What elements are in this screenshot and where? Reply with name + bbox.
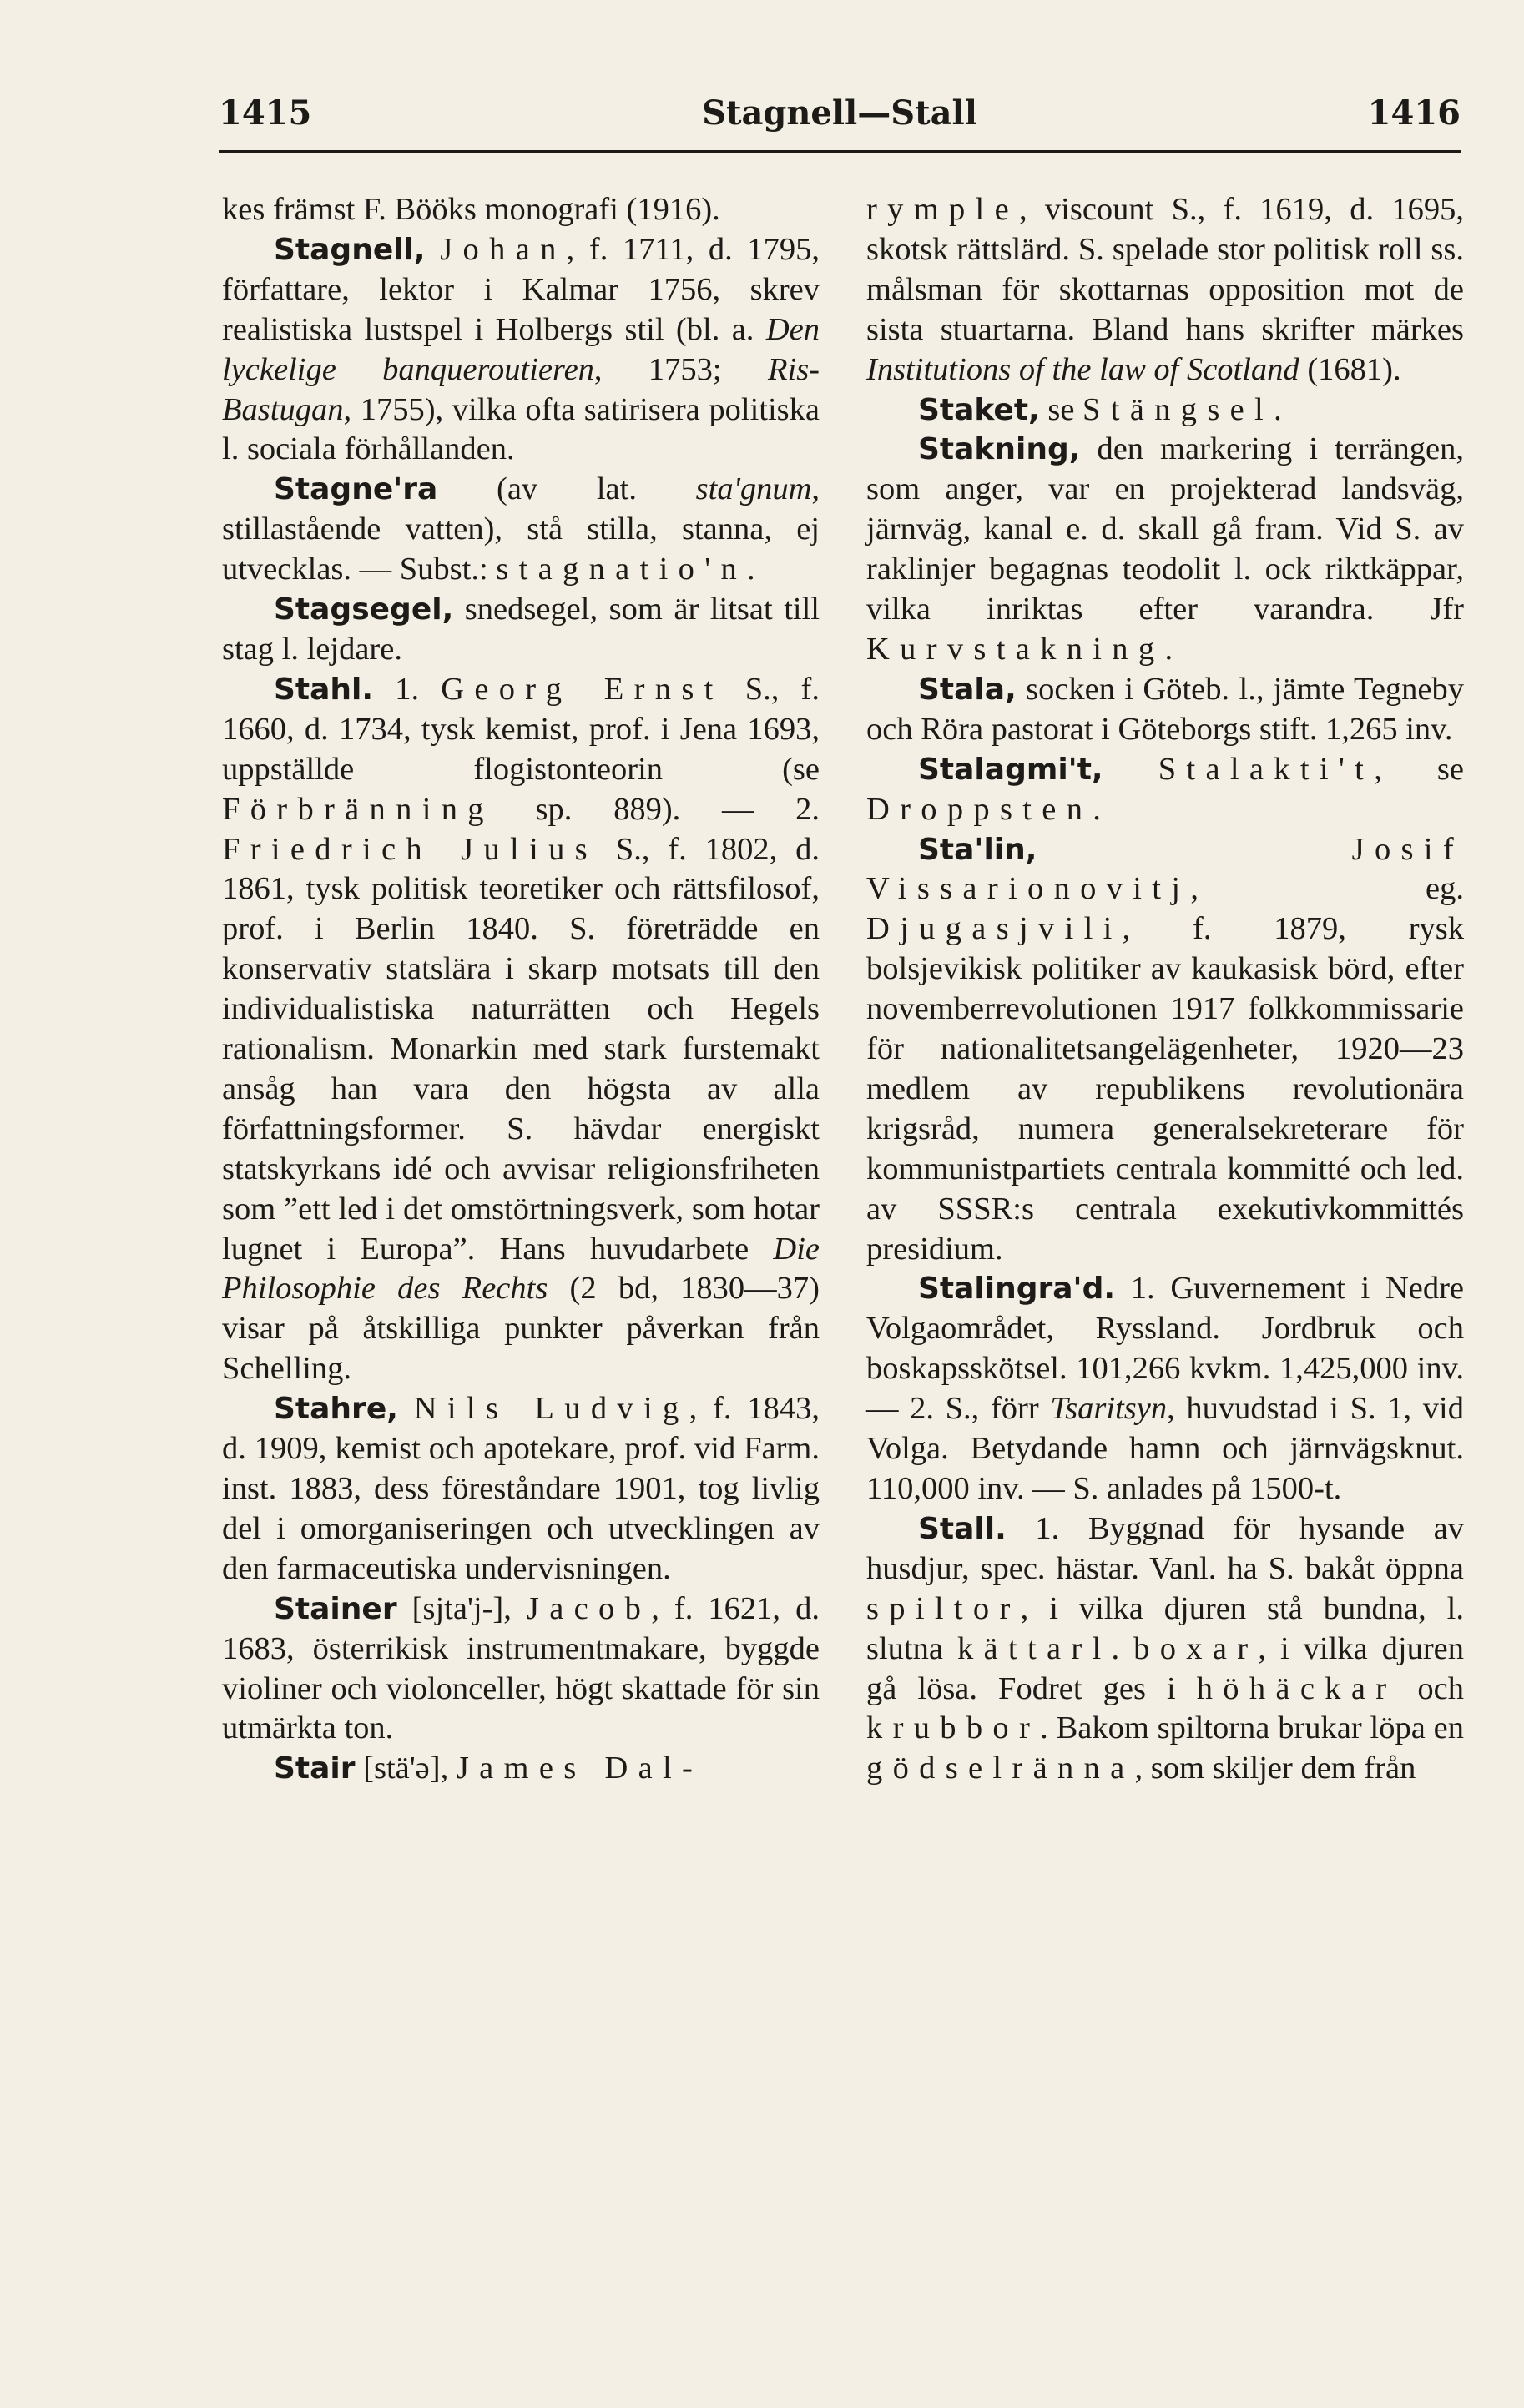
entry-text: 1. [373, 671, 442, 707]
italic-title: Tsaritsyn [1050, 1391, 1168, 1427]
entry-text: , se [1374, 751, 1465, 787]
entry-text: , viscount S., f. 1619, d. 1695, skotsk rättslärd. S. spelade stor politisk roll ss. målsman för skottarnas opposition mot de sista stuartarna. Bland hans skrifter märkes [866, 192, 1464, 347]
entry-headword: Staket, [918, 392, 1040, 427]
entry-text: S., f. 1660, d. 1734, tysk kemist, prof. i Jena 1693, uppställde flogistonteorin (se [222, 671, 820, 787]
entry-text: S., f. 1802, d. 1861, tysk politisk teoretiker och rättsfilosof, prof. i Berlin 1840. S. företrädde en konservativ statslära i skarp motsats till den individualistiska naturrätten och Hegels rationalism. Monarkin med stark furstemakt ansåg han vara den högsta av alla författningsformer. S. hävdar energiskt statskyrkans idé och avvisar religionsfriheten som ”ett led i det omstörtningsverk, som hotar lugnet i Europa”. Hans huvudarbete [222, 831, 820, 1267]
entry-text: och [1396, 1670, 1465, 1706]
dictionary-entry [222, 1589, 820, 1750]
entry-text: . [1111, 1630, 1134, 1666]
entry-text: . [1093, 791, 1101, 827]
entry-headword: Stalingra'd. [918, 1272, 1116, 1307]
italic-title: Die Philosophie des Rechts [222, 1231, 820, 1307]
page-number-right: 1416 [1367, 93, 1461, 133]
spaced-name: krubbor [866, 1710, 1041, 1746]
entry-text: . [1164, 631, 1173, 667]
entry-text: , f. 1843, d. 1909, kemist och apotekare, prof. vid Farm. inst. 1883, dess föreståndare 1901, tog livlig del i omorganiseringen och utvecklingen av den farmaceutiska undervisningen. [222, 1391, 820, 1586]
entry-text: sp. 889). — 2. [493, 791, 820, 827]
dictionary-entry [866, 390, 1464, 431]
entry-headword: Stall. [918, 1511, 1007, 1546]
dictionary-entry [866, 830, 1464, 1270]
page-number-left: 1415 [219, 93, 312, 133]
entry-text: [stä'ə], [355, 1751, 457, 1786]
entry-headword: Stagsegel, [274, 592, 454, 627]
entry-text [426, 232, 441, 267]
entry-text: se [1039, 391, 1083, 427]
dictionary-entry [866, 190, 1464, 390]
entry-text [1103, 752, 1158, 787]
entry-text [1037, 832, 1351, 867]
page-header [219, 93, 1461, 144]
entry-text: , f. 1621, d. 1683, österrikisk instrumentmakare, byggde violiner och violonceller, högt skattade för sin utmärkta ton. [222, 1590, 820, 1746]
dictionary-entry [866, 1269, 1464, 1509]
entry-text: snedsegel, som är litsat till stag l. lejdare. [222, 592, 820, 667]
spaced-name: rymple [866, 192, 1019, 227]
entry-text: , i vilka djuren gå lösa. Fodret ges i [866, 1630, 1464, 1706]
entry-text: , eg. [1190, 871, 1464, 907]
entry-headword: Stair [274, 1751, 356, 1786]
dictionary-entry [222, 470, 820, 590]
entry-headword: Stagne'ra [274, 472, 438, 507]
spaced-name: stagnatio'n [496, 552, 748, 587]
spaced-name: boxar [1133, 1630, 1259, 1666]
entry-headword: Stala, [918, 672, 1017, 707]
italic-title: Ris-Bastugan [222, 351, 820, 427]
dictionary-entry [866, 1509, 1464, 1789]
italic-title: sta'gnum [695, 471, 812, 507]
entry-headword: Stagnell, [274, 232, 426, 267]
entry-text: , f. 1879, rysk bolsjevikisk politiker av kaukasisk börd, efter novemberrevolutionen 1917 folkkommissarie för nationalitetsangelägenheter, 1920—23 medlem av republikens revolutionära krigsråd, numera generalsekreterare för kommunistpartiets centrala kommitté och led. av SSSR:s centrala exekutivkommittés presidium. [866, 911, 1464, 1267]
spaced-name: Förbränning [222, 791, 494, 827]
dictionary-entry [222, 590, 820, 670]
spaced-name: kättarl [956, 1630, 1112, 1666]
entry-text: 1. Byggnad för hysande av husdjur, spec. hästar. Vanl. ha S. bakåt öppna [866, 1510, 1464, 1586]
spaced-name: Friedrich Julius [222, 831, 598, 867]
entry-text: . Bakom spiltorna brukar löpa en [1040, 1710, 1464, 1746]
entry-headword: Stahre, [274, 1392, 398, 1427]
spaced-name: Johan [440, 231, 567, 267]
dictionary-entry [866, 670, 1464, 750]
entry-text: 1. Guvernement i Nedre Volgaområdet, Ryssland. Jordbruk och boskapsskötsel. 101,266 kvkm. 1,425,000 inv. — 2. S., förr [866, 1271, 1464, 1427]
entry-text: (2 bd, 1830—37) visar på åtskilliga punkter påverkan från Schelling. [222, 1271, 820, 1387]
spaced-name: Droppsten [866, 791, 1093, 827]
entry-text: , som skiljer dem från [1134, 1751, 1416, 1786]
entry-text: den markering i terrängen, som anger, var en projekterad landsväg, järnväg, kanal e. d. skall gå fram. Vid S. av raklinjer begagnas teodolit l. ock riktkäppar, vilka inriktas efter varandra. Jfr [866, 431, 1464, 627]
entry-text: (av lat. [437, 471, 696, 507]
dictionary-entry [222, 670, 820, 1389]
entry-text: , stillastående vatten), stå stilla, stanna, ej utvecklas. — Subst.: [222, 471, 820, 587]
dictionary-entry [866, 750, 1464, 830]
entry-text [398, 1391, 414, 1426]
entry-headword: Stahl. [274, 672, 374, 707]
entry-text: , f. 1711, d. 1795, författare, lektor i Kalmar 1756, skrev realistiska lustspel i Holbergs stil (bl. a. [222, 231, 820, 347]
dictionary-entry [222, 1749, 820, 1789]
entry-text: . [1274, 391, 1282, 427]
entry-text: socken i Göteb. l., jämte Tegneby och Röra pastorat i Göteborgs stift. 1,265 inv. [866, 671, 1464, 747]
spaced-name: Josif Vissarionovitj [866, 831, 1464, 907]
running-title: Stagnell—Stall [702, 93, 977, 133]
spaced-name: Jacob [526, 1590, 652, 1626]
entry-headword: Stainer [274, 1591, 397, 1626]
entry-text: kes främst F. Bööks monografi (1916). [222, 192, 720, 227]
left-column [222, 190, 820, 1789]
entry-text: , huvudstad i S. 1, vid Volga. Betydande hamn och järnvägsknut. 110,000 inv. — S. anlades på 1500-t. [866, 1391, 1465, 1506]
spaced-name: höhäckar [1196, 1670, 1397, 1706]
italic-title: Den lyckelige banqueroutieren [222, 311, 820, 387]
spaced-name: Stalakti't [1158, 751, 1375, 787]
entry-text: . [747, 552, 755, 587]
spaced-name: Nils Ludvig [413, 1391, 689, 1427]
right-column [866, 190, 1464, 1789]
spaced-name: Georg Ernst [441, 671, 724, 707]
header-rule [219, 150, 1461, 153]
dictionary-entry [222, 230, 820, 470]
dictionary-entry [222, 1389, 820, 1589]
dictionary-entry [866, 430, 1464, 669]
spaced-name: gödselränna [866, 1751, 1135, 1786]
entry-text: [sjta'j-], [396, 1590, 527, 1626]
entry-headword: Stakning, [918, 432, 1081, 467]
spaced-name: Stängsel [1082, 391, 1274, 427]
entry-text: , 1753; [593, 351, 768, 387]
spaced-name: Kurvstakning [866, 631, 1165, 667]
entry-text: , i vilka djuren stå bundna, l. slutna [866, 1590, 1464, 1666]
spaced-name: Djugasjvili [866, 911, 1123, 947]
spaced-name: spiltor [866, 1590, 1021, 1626]
entry-headword: Sta'lin, [918, 832, 1037, 867]
italic-title: Institutions of the law of Scotland [866, 351, 1299, 387]
entry-text: , 1755), vilka ofta satirisera politiska l. sociala förhållanden. [222, 391, 820, 467]
entry-headword: Stalagmi't, [918, 752, 1103, 787]
entry-text: (1681). [1299, 351, 1401, 387]
dictionary-entry [222, 190, 820, 230]
spaced-name: James Dal- [456, 1751, 704, 1786]
